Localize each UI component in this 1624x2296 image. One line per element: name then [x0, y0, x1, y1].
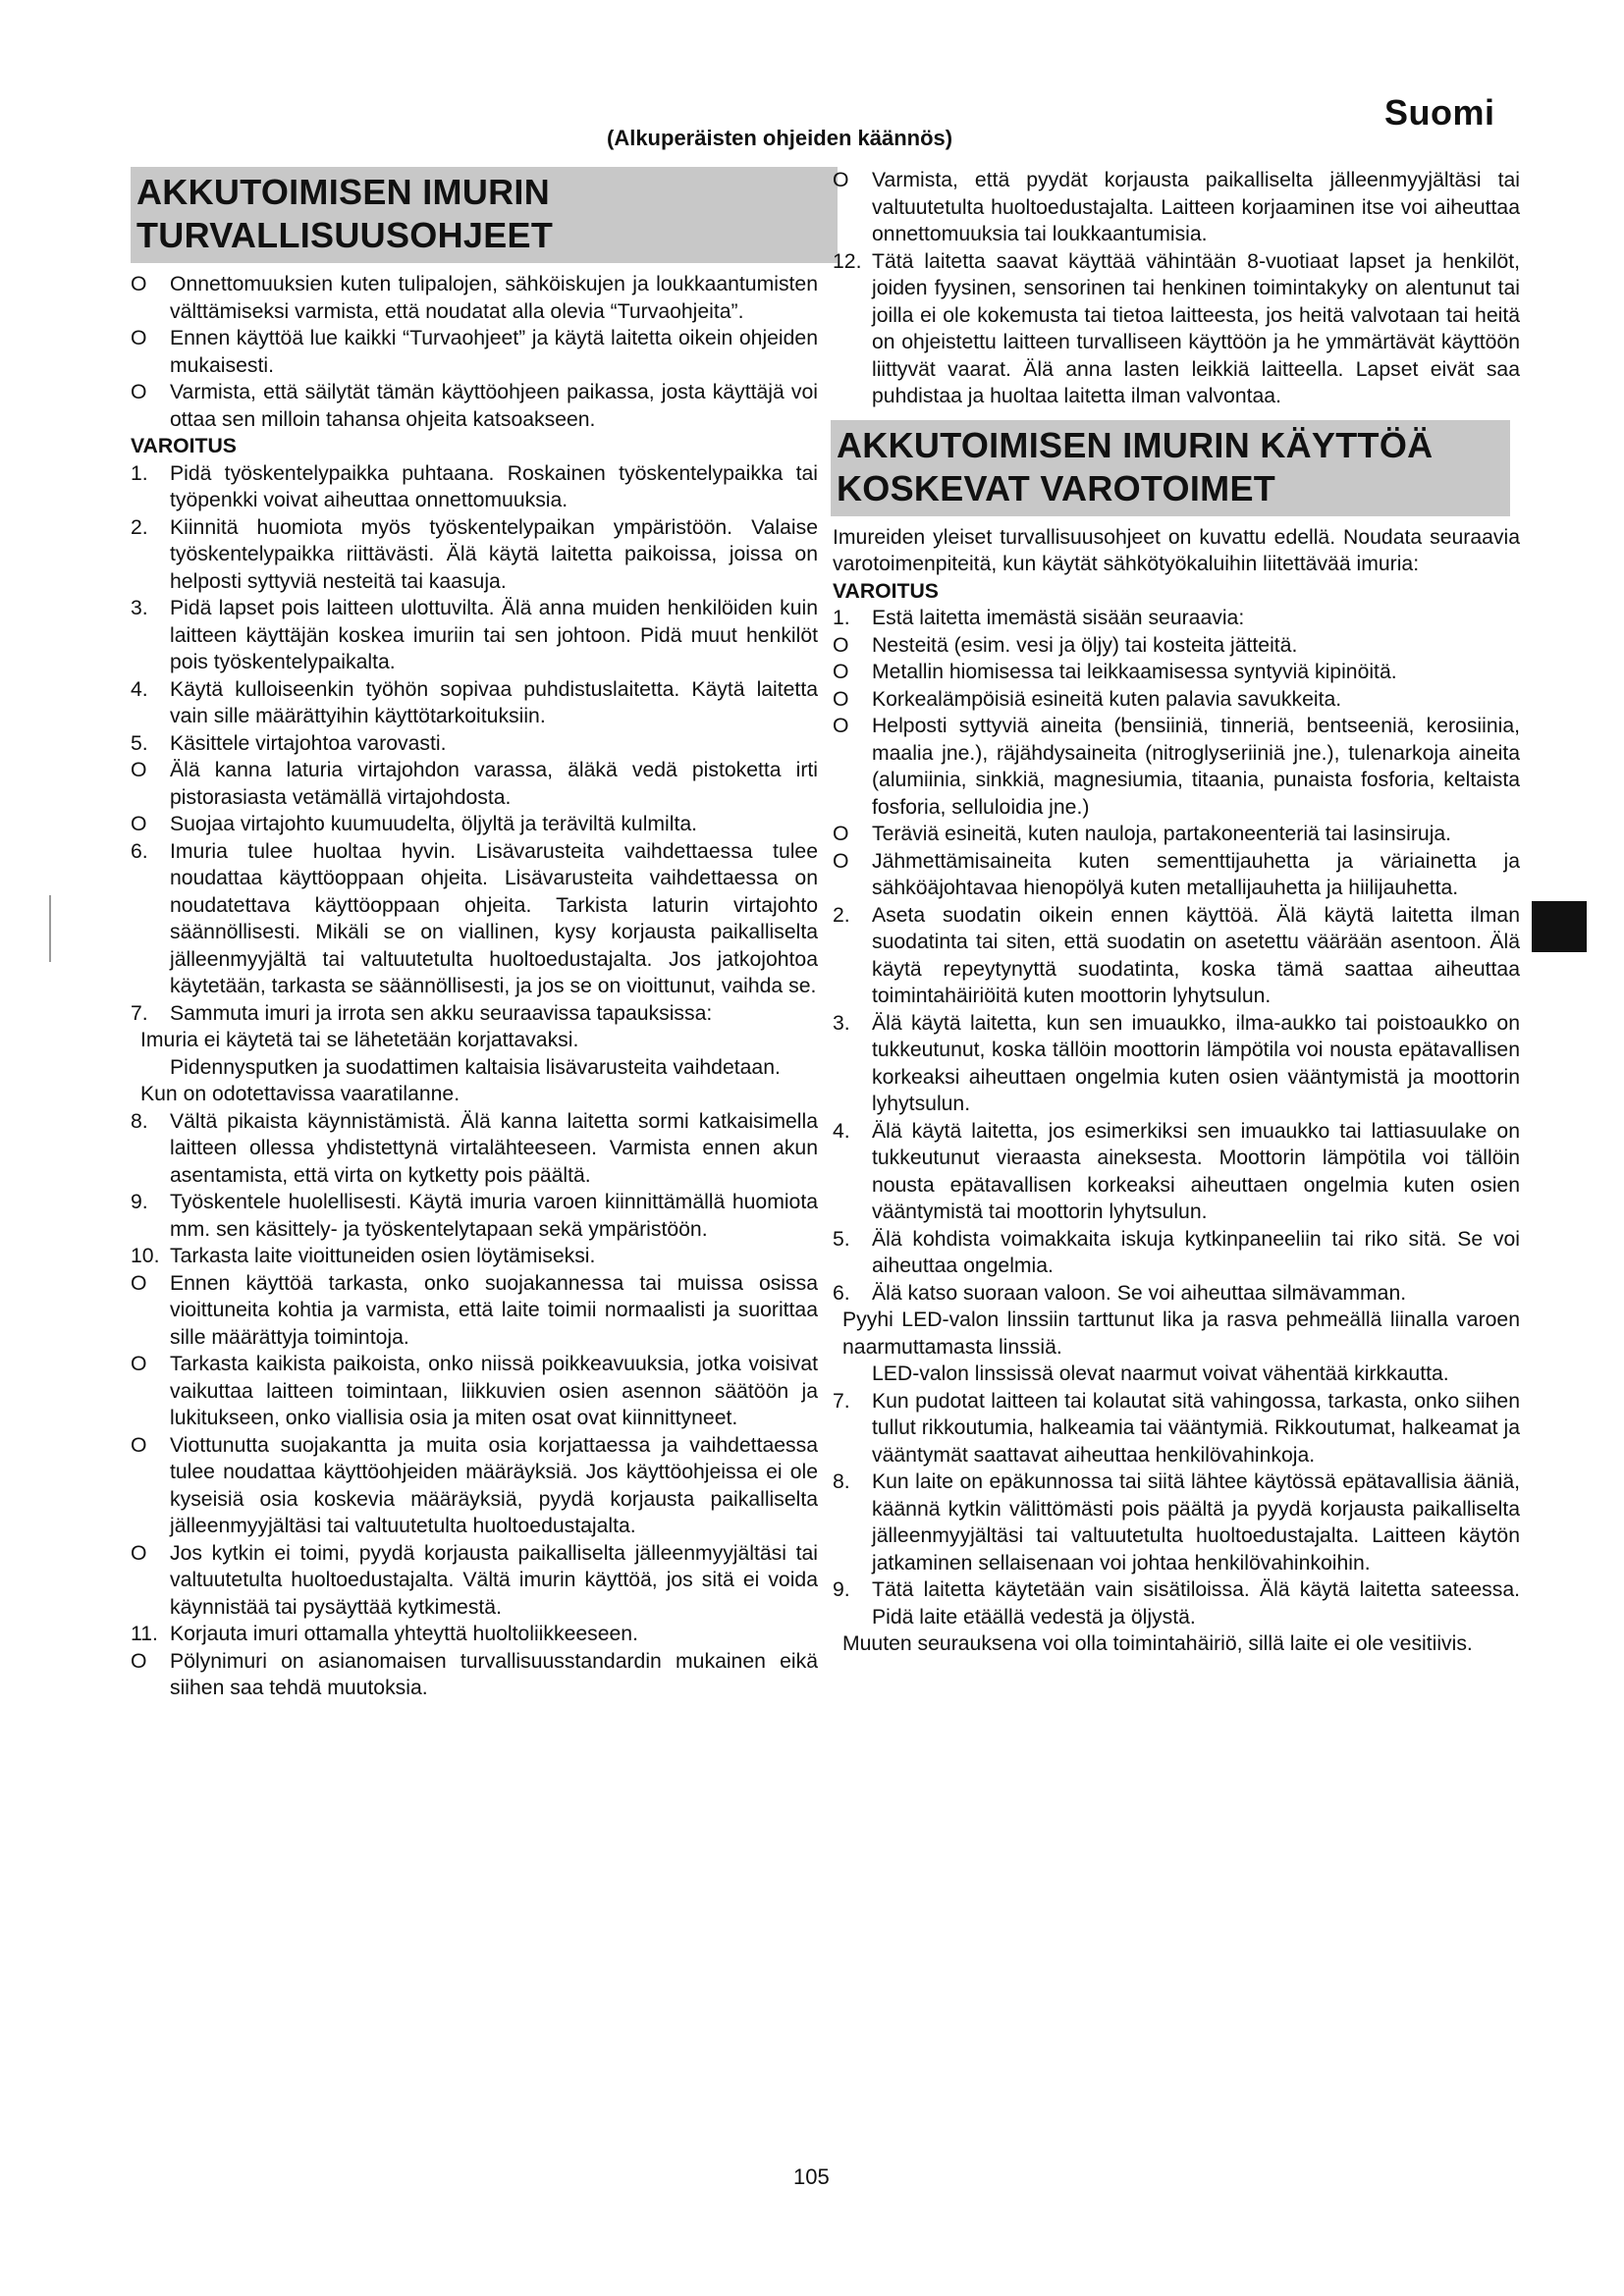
list-item: 2. Aseta suodatin oikein ennen käyttöä. Älä käytä laitetta ilman suodatinta tai siten, että suodatin on asetettu väärään asentoon. Älä käytä repeytynyttä suodatinta, koska tämä saattaa aiheuttaa toimintahäiriöitä kuten moottorin lyhytsulun.	[833, 903, 1520, 1007]
bullet-marker: O	[131, 273, 147, 295]
list-item: 10. Tarkasta laite vioittuneiden osien löytämiseksi.	[131, 1245, 596, 1267]
list-item: 8. Vältä pikaista käynnistämistä. Älä kanna laitetta sormi katkaisimella laitteen ollessa yhdistettynä virtalähteeseen. Varmista ennen akun asentamista, että virta on kytketty pois päältä.	[131, 1109, 818, 1187]
list-item: O Korkealämpöisiä esineitä kuten palavia savukkeita.	[833, 687, 1342, 711]
list-item: 5. Älä kohdista voimakkaita iskuja kytkinpaneeliin tai riko sitä. Se voi aiheuttaa ongelmia.	[833, 1227, 1520, 1277]
list-item: O Helposti syttyviä aineita (bensiiniä, tinneriä, bentseeniä, kerosiinia, maalia jne.), räjähdysaineita (nitroglyseriiniä jne.), tulenarkoja aineita (alumiinia, sinkkiä, magnesiumia, titaania, punaista fosforia, keltaista fosforia, selluloidia jne.)	[833, 715, 1520, 819]
safety-heading: AKKUTOIMISEN IMURIN TURVALLISUUSOHJEET	[131, 167, 838, 263]
page-number: 105	[793, 2164, 830, 2189]
list-item: O Metallin hiomisessa tai leikkaamisessa syntyviä kipinöitä.	[833, 661, 1397, 683]
list-item: 4. Käytä kulloiseenkin työhön sopivaa puhdistuslaitetta. Käytä laitetta vain sille määrättyihin käyttötarkoituksiin.	[131, 677, 818, 727]
margin-mark	[49, 895, 51, 962]
list-item: 8. Kun laite on epäkunnossa tai siitä lähtee käytössä epätavallisia ääniä, käännä kytkin välittömästi pois päältä ja pyydä korjausta paikalliselta jälleenmyyjältäsi tai valtuutetulta huoltoedustajalta. Laitteen käytön jatkaminen sellaisenaan voi johtaa henkilövahinkoihin.	[833, 1470, 1520, 1575]
list-item: 1. Estä laitetta imemästä sisään seuraavia:	[833, 607, 1245, 629]
list-item: 9. Tätä laitetta käytetään vain sisätiloissa. Älä käytä laitetta sateessa. Pidä laite etäällä vedestä ja öljystä.	[833, 1578, 1520, 1629]
list-item: 6. Imuria tulee huoltaa hyvin. Lisävarusteita vaihdettaessa tulee noudattaa käyttöoppaan ohjeita. Lisävarusteita vaihdettaessa on noudatettava käyttöoppaan ohjeita. Tarkista laturin virtajohto säännöllisesti. Mikäli se on viallinen, kysy korjausta paikalliselta jälleenmyyjältä tai valtuutetulta huoltoedustajalta. Jos jatkojohtoa käytetään, tarkasta se säännöllisesti, ja jos se on vioittunut, vaihda se.	[131, 839, 818, 997]
precautions-heading: AKKUTOIMISEN IMURIN KÄYTTÖÄ KOSKEVAT VAROTOIMET	[831, 420, 1510, 516]
list-item: O Jähmettämisaineita kuten sementtijauhetta ja väriainetta ja sähköäjohtavaa hienopölyä kuten metallijauhetta ja hiilijauhetta.	[833, 849, 1520, 899]
list-item: 1. Pidä työskentelypaikka puhtaana. Roskainen työskentelypaikka tai työpenkki voivat aiheuttaa onnettomuuksia.	[131, 461, 818, 511]
bullet-marker: O	[131, 381, 147, 403]
warning-label: VAROITUS	[833, 579, 939, 603]
sub-item: Pidennysputken ja suodattimen kaltaisia lisävarusteita vaihdetaan.	[170, 1055, 781, 1079]
list-item: O Onnettomuuksien kuten tulipalojen, sähköiskujen ja loukkaantumisten välttämiseksi varmista, että noudatat alla olevia “Turvaohjeita”.	[131, 273, 818, 323]
sub-item: Pyyhi LED-valon linssiin tarttunut lika ja rasva pehmeällä liinalla varoen naarmuttamasta linssiä.	[842, 1308, 1520, 1359]
intro-paragraph: Imureiden yleiset turvallisuusohjeet on kuvattu edellä. Noudata seuraavia varotoimenpiteitä, kun käytät sähkötyökaluihin liitettävää imuria:	[833, 525, 1520, 575]
list-item: O Nesteitä (esim. vesi ja öljy) tai kosteita jätteitä.	[833, 633, 1298, 657]
list-item: O Viottunutta suojakantta ja muita osia korjattaessa ja vaihdettaessa tulee noudattaa käyttöohjeiden määräyksiä. Jos käyttöohjeissa ei ole kyseisiä osia koskevia määräyksiä, pyydä korjausta paikalliselta jälleenmyyjältäsi tai valtuutetulta huoltoedustajalta.	[131, 1433, 818, 1537]
list-item: O Varmista, että pyydät korjausta paikalliselta jälleenmyyjältäsi tai valtuutetulta huoltoedustajalta. Laitteen korjaaminen itse voi aiheuttaa onnettomuuksia tai loukkaantumisia.	[833, 169, 1520, 245]
warning-label: VAROITUS	[131, 435, 237, 457]
list-item: O Teräviä esineitä, kuten nauloja, partakoneenteriä tai lasinsiruja.	[833, 823, 1452, 845]
list-item: 11. Korjauta imuri ottamalla yhteyttä huoltoliikkeeseen.	[131, 1623, 638, 1645]
list-item: O Pölynimuri on asianomaisen turvallisuusstandardin mukainen eikä siihen saa tehdä muutoksia.	[131, 1649, 818, 1699]
list-item: O Ennen käyttöä tarkasta, onko suojakannessa tai muissa osissa vioittuneita kohtia ja varmista, että laite toimii normaalisti ja suorittaa sille määrättyja toimintoja.	[131, 1271, 818, 1349]
list-item: 4. Älä käytä laitetta, jos esimerkiksi sen imuaukko tai lattiasuulake on tukkeutunut vieraasta aineksesta. Moottorin lämpötila voi tällöin nousta epätavallisen korkeaksi aiheuttaen ongelmia kuten osien vääntymistä tai moottorin lyhytsulun.	[833, 1119, 1520, 1223]
list-item: 3. Pidä lapset pois laitteen ulottuvilta. Älä anna muiden henkilöiden kuin laitteen käyttäjän koskea imuriin tai sen johtoon. Pidä muut henkilöt pois työskentelypaikalta.	[131, 597, 818, 673]
list-item: O Ennen käyttöä lue kaikki “Turvaohjeet” ja käytä laitetta oikein ohjeiden mukaisesti.	[131, 327, 818, 377]
list-item: 7. Kun pudotat laitteen tai kolautat sitä vahingossa, tarkasta, onko siihen tullut rikkoutumia, halkeamia tai vääntymiä. Rikkoutumat, halkeamat ja vääntymät saattavat aiheuttaa henkilövahinkoja.	[833, 1389, 1520, 1467]
list-item: O Tarkasta kaikista paikoista, onko niissä poikkeavuuksia, jotka voisivat vaikuttaa laitteen toimintaan, liikkuvien osien asennon säätöön ja lukitukseen, onko viallisia osia ja miten osat ovat kiinnittyneet.	[131, 1353, 818, 1429]
sub-item: Muuten seurauksena voi olla toimintahäiriö, sillä laite ei ole vesitiivis.	[842, 1632, 1473, 1655]
left-column	[131, 167, 818, 1702]
list-item: 5. Käsittele virtajohtoa varovasti.	[131, 731, 447, 755]
language-label: Suomi	[1384, 92, 1495, 133]
right-column	[833, 167, 1520, 1658]
list-item: 7. Sammuta imuri ja irrota sen akku seuraavissa tapauksissa:	[131, 1001, 713, 1025]
sub-item: Kun on odotettavissa vaaratilanne.	[140, 1083, 460, 1105]
list-item: 9. Työskentele huolellisesti. Käytä imuria varoen kiinnittämällä huomiota mm. sen käsittely- ja työskentelytapaan sekä ympäristöön.	[131, 1191, 818, 1241]
bullet-marker: O	[131, 327, 147, 349]
list-item: O Jos kytkin ei toimi, pyydä korjausta paikalliselta jälleenmyyjältäsi tai valtuutetulta huoltoedustajalta. Vältä imurin käyttöä, jos sitä ei voida käynnistää tai pysäyttää kytkimestä.	[131, 1541, 818, 1619]
list-item: 12. Tätä laitetta saavat käyttää vähintään 8-vuotiaat lapset ja henkilöt, joiden fyysinen, sensorinen tai henkinen toimintakyky on alentunut tai joilla ei ole kokemusta tai tietoa laitteesta, jos heitä valvotaan tai heitä on ohjeistettu laitteen turvalliseen käyttöön ja he ymmärtävät käyttöön liittyvät vaarat. Älä anna lasten leikkiä laitteella. Lapset eivät saa puhdistaa ja huoltaa laitetta ilman valvontaa.	[833, 249, 1520, 407]
language-tab-marker	[1532, 901, 1587, 952]
list-item: 6. Älä katso suoraan valoon. Se voi aiheuttaa silmävamman.	[833, 1281, 1407, 1305]
translation-note: (Alkuperäisten ohjeiden käännös)	[607, 126, 953, 150]
list-item: O Älä kanna laturia virtajohdon varassa, äläkä vedä pistoketta irti pistorasiasta vetämällä virtajohdosta.	[131, 759, 818, 809]
list-item: 2. Kiinnitä huomiota myös työskentelypaikan ympäristöön. Valaise työskentelypaikka riittävästi. Älä käytä laitetta paikoissa, joissa on helposti syttyviä nesteitä tai kaasuja.	[131, 515, 818, 593]
list-item: O Varmista, että säilytät tämän käyttöohjeen paikassa, josta käyttäjä voi ottaa sen milloin tahansa ohjeita katsoakseen.	[131, 381, 818, 431]
list-item: 3. Älä käytä laitetta, kun sen imuaukko, ilma-aukko tai poistoaukko on tukkeutunut, koska tällöin moottorin lämpötila voi nousta epätavallisen korkeaksi aiheuttaen ongelmia kuten osien vääntymistä ja moottorin lyhytsulun.	[833, 1011, 1520, 1115]
sub-item: Imuria ei käytetä tai se lähetetään korjattavaksi.	[140, 1029, 579, 1051]
list-item: O Suojaa virtajohto kuumuudelta, öljyltä ja teräviltä kulmilta.	[131, 813, 698, 835]
sub-item: LED-valon linssissä olevat naarmut voivat vähentää kirkkautta.	[872, 1362, 1449, 1385]
